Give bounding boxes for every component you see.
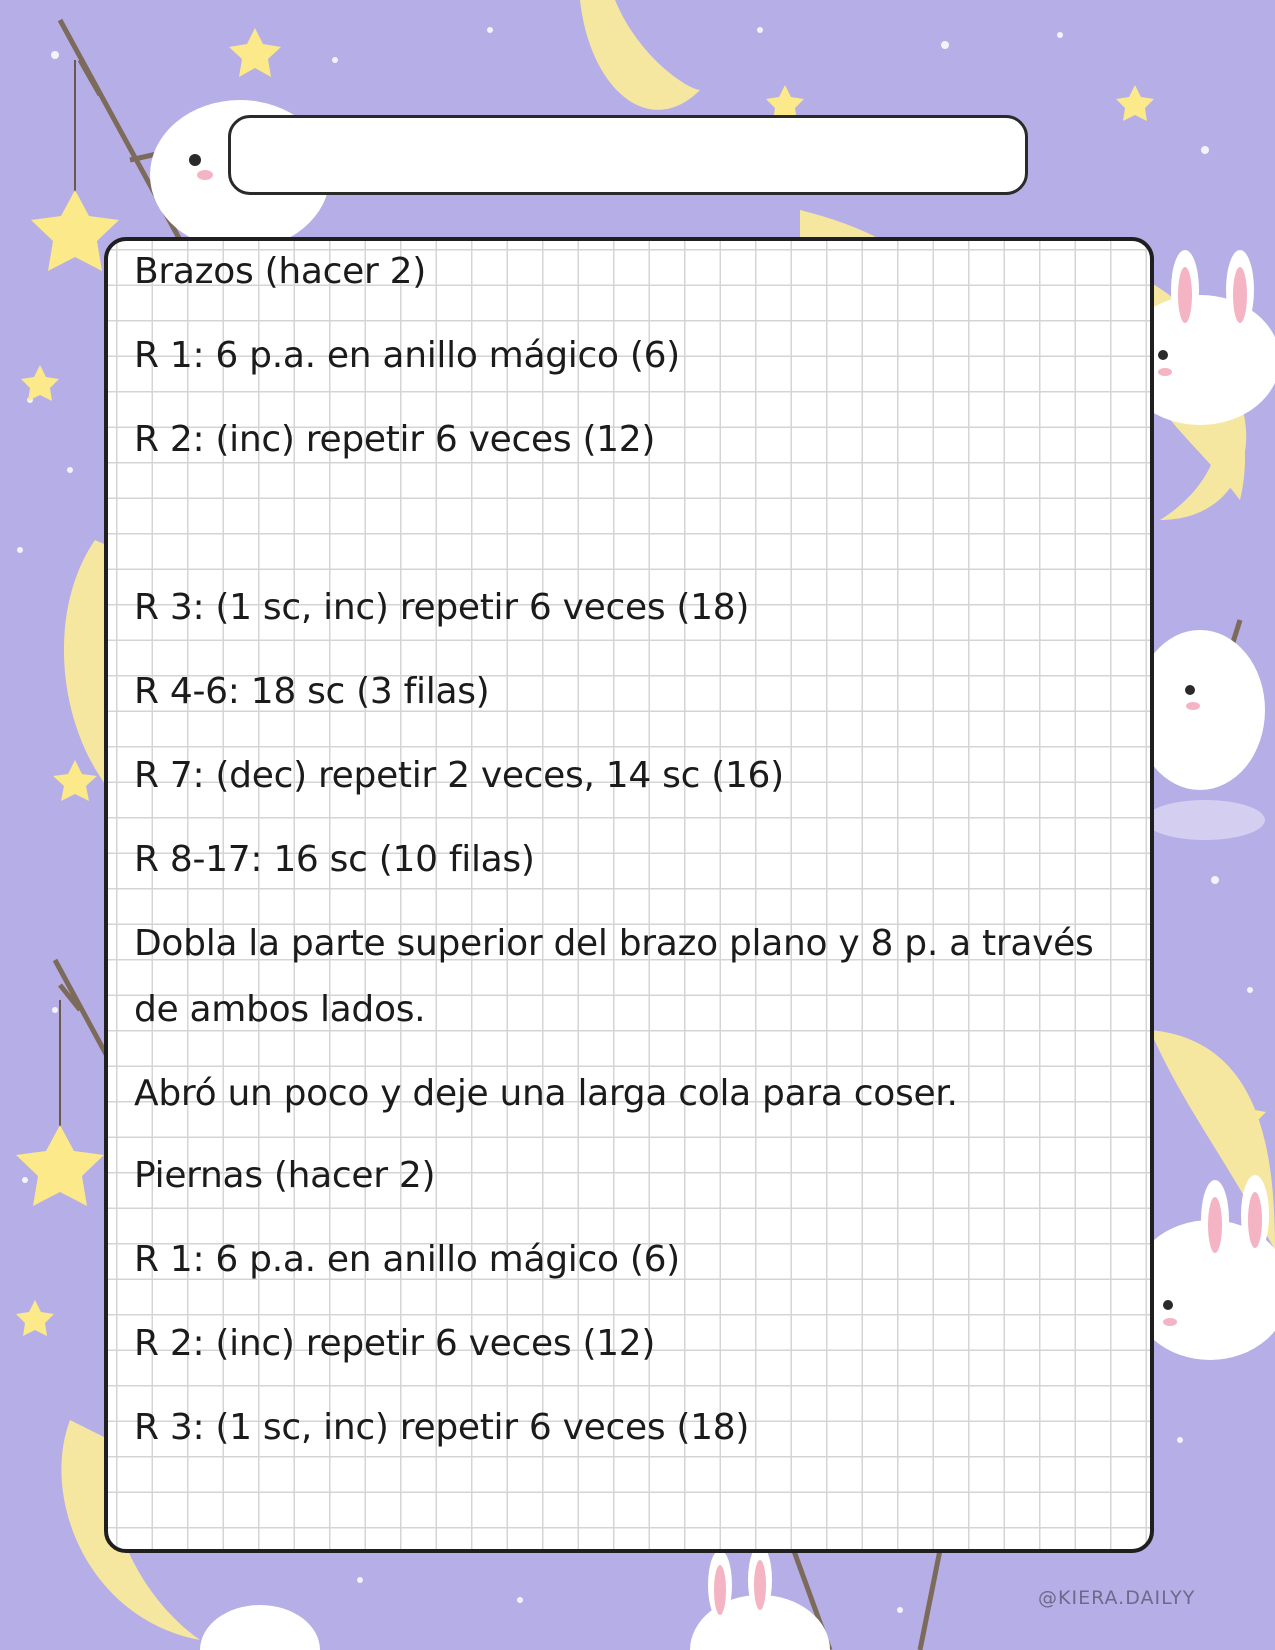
instruction-note: Abró un poco y deje una larga cola para coser.: [134, 1073, 958, 1114]
pattern-row: R 8-17: 16 sc (10 filas): [134, 839, 535, 880]
pattern-row: R 4-6: 18 sc (3 filas): [134, 671, 490, 712]
grid-paper: [104, 237, 1154, 1553]
pattern-row: R 1: 6 p.a. en anillo mágico (6): [134, 335, 680, 376]
pattern-row: R 1: 6 p.a. en anillo mágico (6): [134, 1239, 680, 1280]
section-heading-brazos: Brazos (hacer 2): [134, 251, 426, 292]
instruction-note: Dobla la parte superior del brazo plano y 8 p. a través: [134, 923, 1094, 964]
pattern-row: R 3: (1 sc, inc) repetir 6 veces (18): [134, 587, 750, 628]
pattern-row: R 2: (inc) repetir 6 veces (12): [134, 1323, 656, 1364]
instruction-note: de ambos lados.: [134, 989, 426, 1030]
pattern-row: R 7: (dec) repetir 2 veces, 14 sc (16): [134, 755, 784, 796]
watermark: @KIERA.DAILYY: [1038, 1587, 1196, 1609]
pattern-row: R 3: (1 sc, inc) repetir 6 veces (18): [134, 1407, 750, 1448]
section-heading-piernas: Piernas (hacer 2): [134, 1155, 436, 1196]
pattern-row: R 2: (inc) repetir 6 veces (12): [134, 419, 656, 460]
title-box: [228, 115, 1028, 195]
